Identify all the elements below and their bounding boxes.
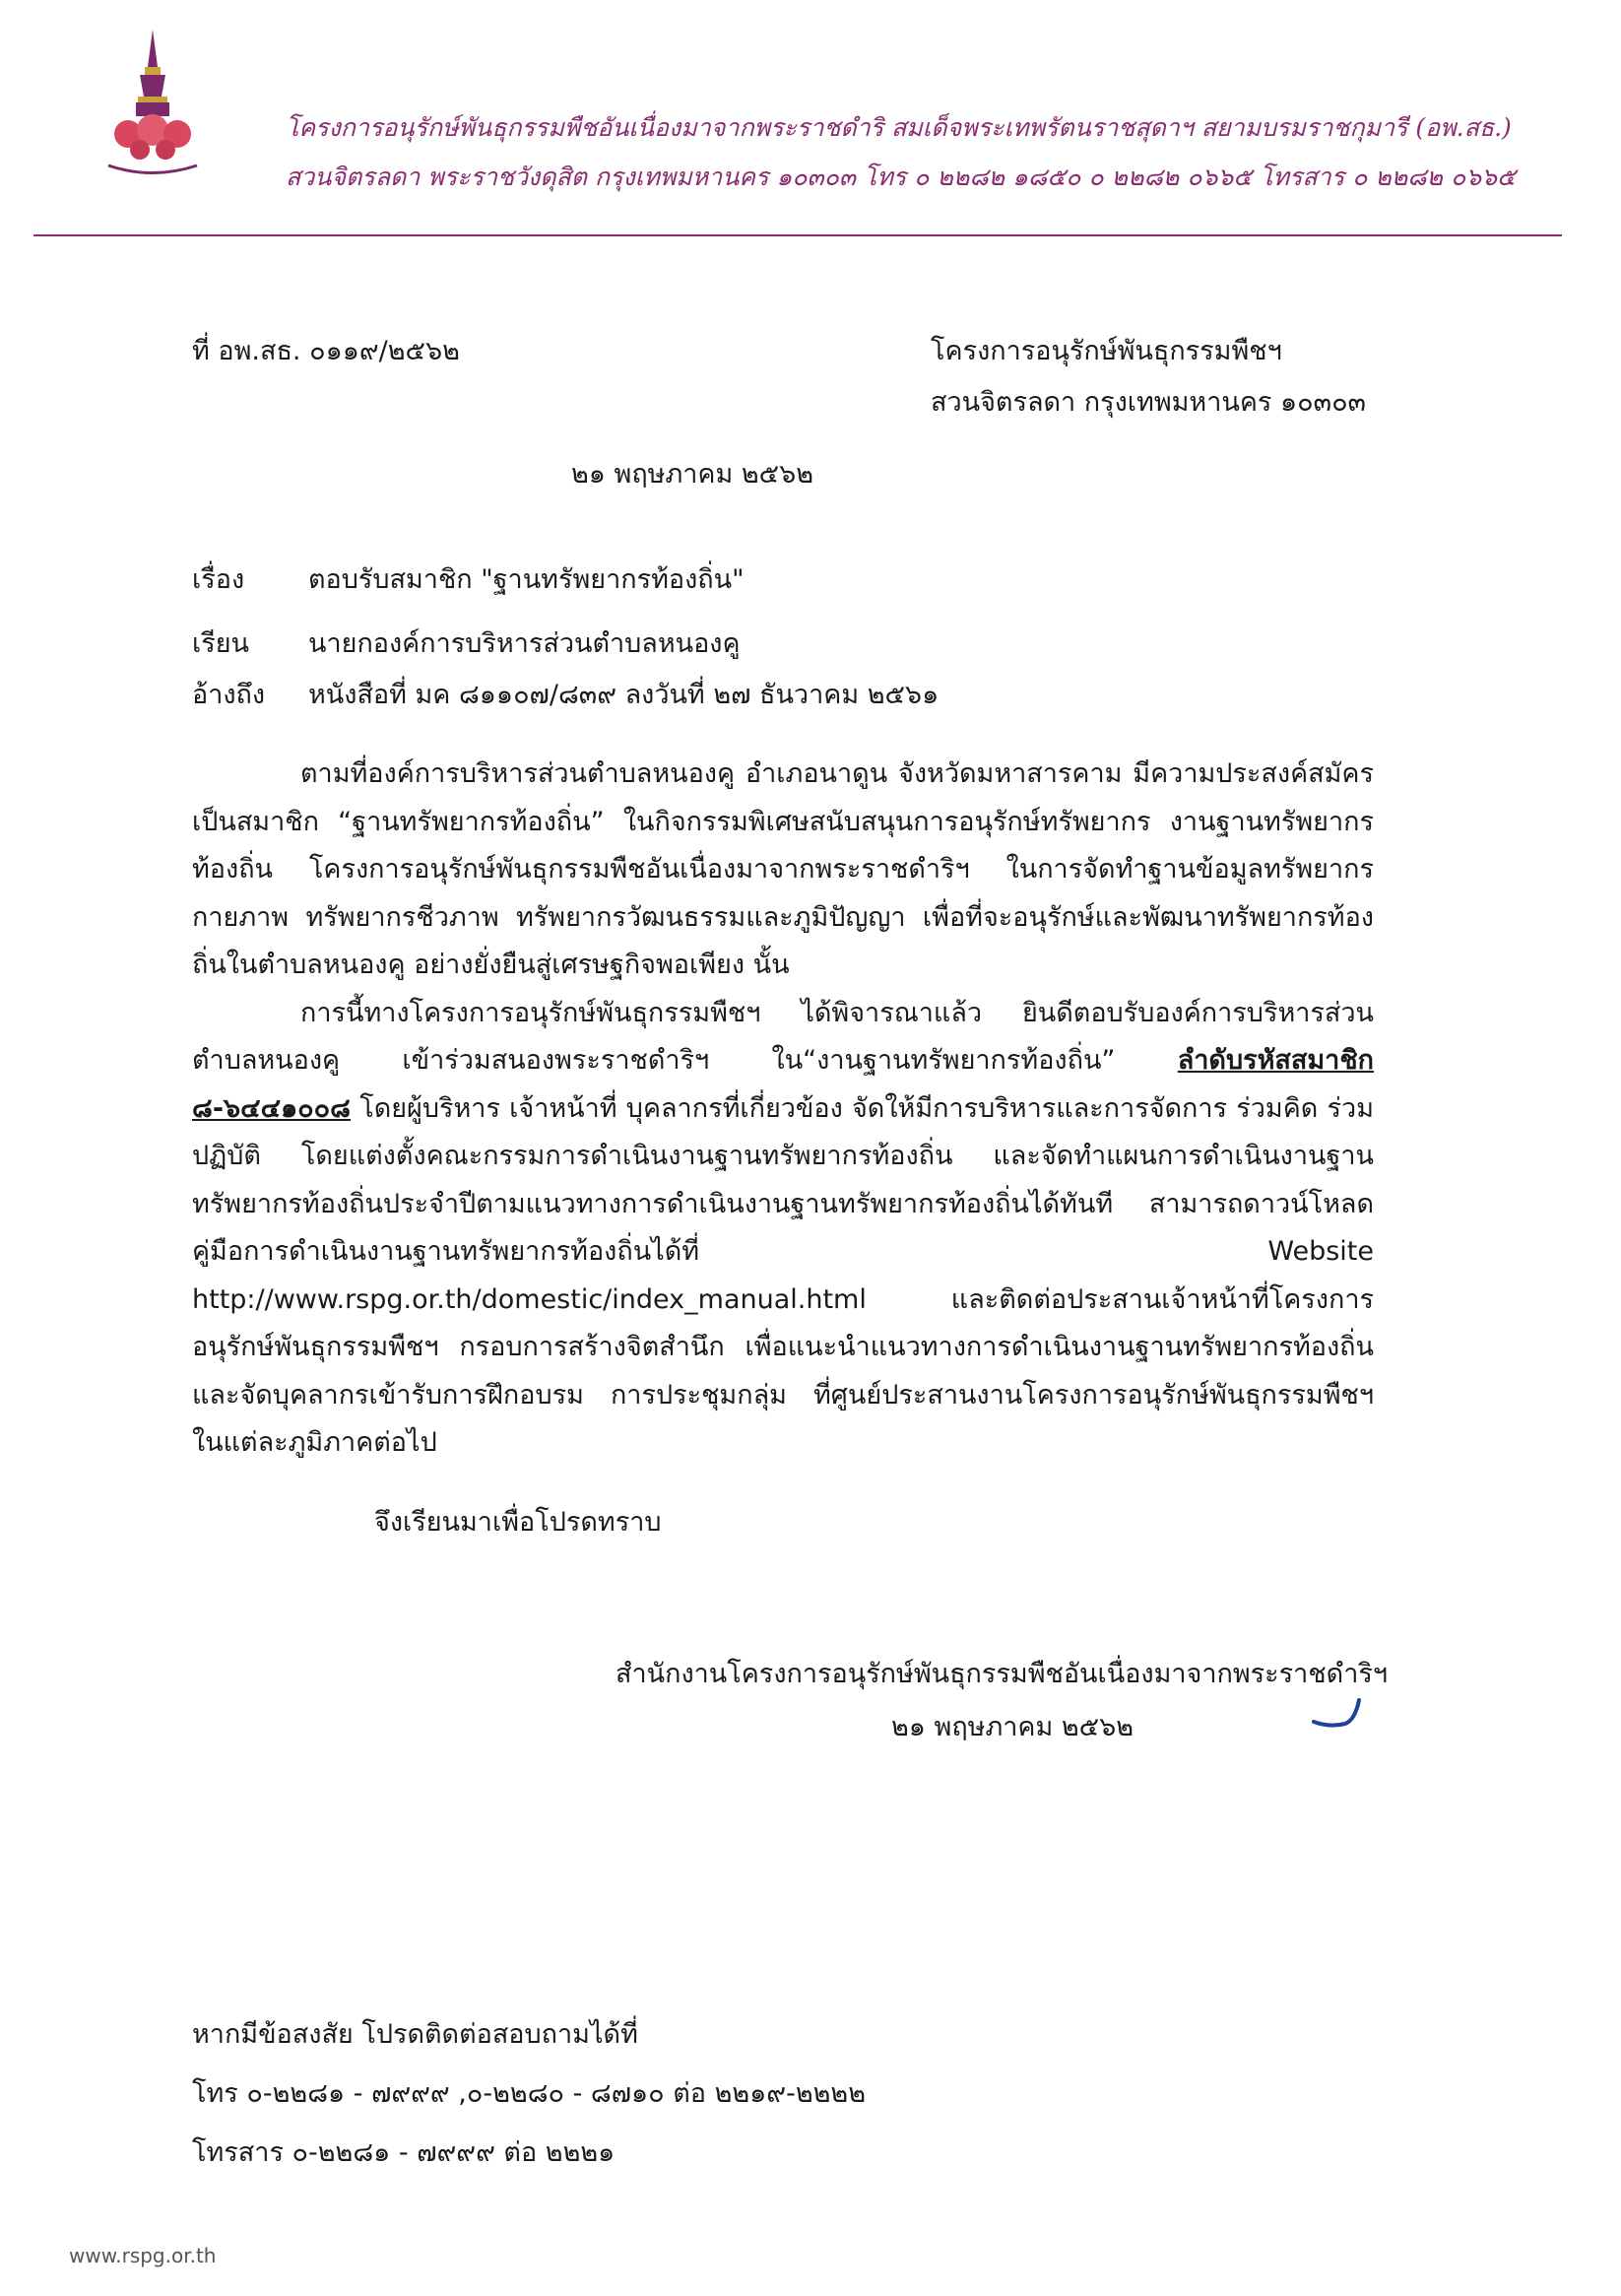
contact-phone: โทร ๐-๒๒๘๑ - ๗๙๙๙ ,๐-๒๒๘๐ - ๘๗๑๐ ต่อ ๒๒๑๙-๒๒๒๒ xyxy=(192,2078,867,2109)
rspg-logo xyxy=(98,28,207,175)
manual-link[interactable]: http://www.rspg.or.th/domestic/index_manual.html xyxy=(192,1283,867,1315)
reference-label: อ้างถึง xyxy=(192,680,266,710)
sender-line-1: โครงการอนุรักษ์พันธุกรรมพืชฯ xyxy=(931,336,1282,366)
sender-line-2: สวนจิตรลดา กรุงเทพมหานคร ๑๐๓๐๓ xyxy=(931,387,1367,418)
paragraph-2-part-1: การนี้ทางโครงการอนุรักษ์พันธุกรรมพืชฯ ได้พิจารณาแล้ว ยินดีตอบรับองค์การบริหารส่วนตำบลหนองคู เข้าร่วมสนองพระราชดำริฯ ใน“งานฐานทรัพยากรท้องถิ่น” xyxy=(192,997,1374,1076)
letterhead-line-1: โครงการอนุรักษ์พันธุกรรมพืชอันเนื่องมาจากพระราชดำริ สมเด็จพระเทพรัตนราชสุดาฯ สยามบรมราชกุมารี (อพ.สธ.) xyxy=(286,113,1512,142)
paragraph-1: ตามที่องค์การบริหารส่วนตำบลหนองคู อำเภอนาดูน จังหวัดมหาสารคาม มีความประสงค์สมัครเป็นสมาชิก “ฐานทรัพยากรท้องถิ่น” ในกิจกรรมพิเศษสนับสนุนการอนุรักษ์ทรัพยากร งานฐานทรัพยากรท้องถิ่น โครงการอนุรักษ์พันธุกรรมพืชอันเนื่องมาจากพระราชดำริฯ ในการจัดทำฐานข้อมูลทรัพยากรกายภาพ ทรัพยากรชีวภาพ ทรัพยากรวัฒนธรรมและภูมิปัญญา เพื่อที่จะอนุรักษ์และพัฒนาทรัพยากรท้องถิ่นในตำบลหนองคู อย่างยั่งยืนสู่เศรษฐกิจพอเพียง นั้น xyxy=(192,758,1374,980)
letter-date: ๒๑ พฤษภาคม ๒๕๖๒ xyxy=(571,459,814,490)
letterhead-line-2: สวนจิตรลดา พระราชวังดุสิต กรุงเทพมหานคร ๑๐๓๐๓ โทร ๐ ๒๒๘๒ ๑๘๕๐ ๐ ๒๒๘๒ ๐๖๖๕ โทรสาร ๐ ๒๒๘๒ ๐๖๖๕ xyxy=(286,163,1516,191)
letterhead-divider xyxy=(33,234,1562,236)
footer-website[interactable]: www.rspg.or.th xyxy=(69,2244,217,2267)
subject-value: ตอบรับสมาชิก "ฐานทรัพยากรท้องถิ่น" xyxy=(308,564,745,595)
recipient-value: นายกองค์การบริหารส่วนตำบลหนองคู xyxy=(308,628,741,659)
reference-number: ที่ อพ.สธ. ๐๑๑๙/๒๕๖๒ xyxy=(192,336,460,366)
recipient-label: เรียน xyxy=(192,628,250,659)
reference-value: หนังสือที่ มค ๘๑๑๐๗/๘๓๙ ลงวันที่ ๒๗ ธันวาคม ๒๕๖๑ xyxy=(308,680,940,710)
signature-mark xyxy=(1310,1694,1369,1734)
paragraph-2 xyxy=(192,990,1374,1468)
paragraph-2-part-3: และติดต่อประสานเจ้าหน้าที่โครงการอนุรักษ์พันธุกรรมพืชฯ กรอบการสร้างจิตสำนึก เพื่อแนะนำแนวทางการดำเนินงานฐานทรัพยากรท้องถิ่น และจัดบุคลากรเข้ารับการฝึกอบรม การประชุมกลุ่ม ที่ศูนย์ประสานงานโครงการอนุรักษ์พันธุกรรมพืชฯ ในแต่ละภูมิภาคต่อไป xyxy=(192,1283,1374,1458)
signoff-office: สำนักงานโครงการอนุรักษ์พันธุกรรมพืชอันเนื่องมาจากพระราชดำริฯ xyxy=(616,1659,1389,1689)
subject-label: เรื่อง xyxy=(192,564,245,595)
contact-fax: โทรสาร ๐-๒๒๘๑ - ๗๙๙๙ ต่อ ๒๒๒๑ xyxy=(192,2137,616,2168)
closing-line: จึงเรียนมาเพื่อโปรดทราบ xyxy=(374,1507,662,1538)
signoff-date: ๒๑ พฤษภาคม ๒๕๖๒ xyxy=(891,1712,1135,1742)
paragraph-2-part-2: โดยผู้บริหาร เจ้าหน้าที่ บุคลากรที่เกี่ยวข้อง จัดให้มีการบริหารและการจัดการ ร่วมคิด ร่วมปฏิบัติ โดยแต่งตั้งคณะกรรมการดำเนินงานฐานทรัพยากรท้องถิ่น และจัดทำแผนการดำเนินงานฐานทรัพยากรท้องถิ่นประจำปีตามแนวทางการดำเนินงานฐานทรัพยากรท้องถิ่นได้ทันที สามารถดาวน์โหลดคู่มือการดำเนินงานฐานทรัพยากรท้องถิ่นได้ที่ Website xyxy=(192,1092,1374,1267)
letter-body xyxy=(192,751,1374,1468)
contact-intro: หากมีข้อสงสัย โปรดติดต่อสอบถามได้ที่ xyxy=(192,2019,638,2050)
member-code: ลำดับรหัสสมาชิก ๘-๖๔๔๑๐๐๘ xyxy=(192,1045,1374,1124)
